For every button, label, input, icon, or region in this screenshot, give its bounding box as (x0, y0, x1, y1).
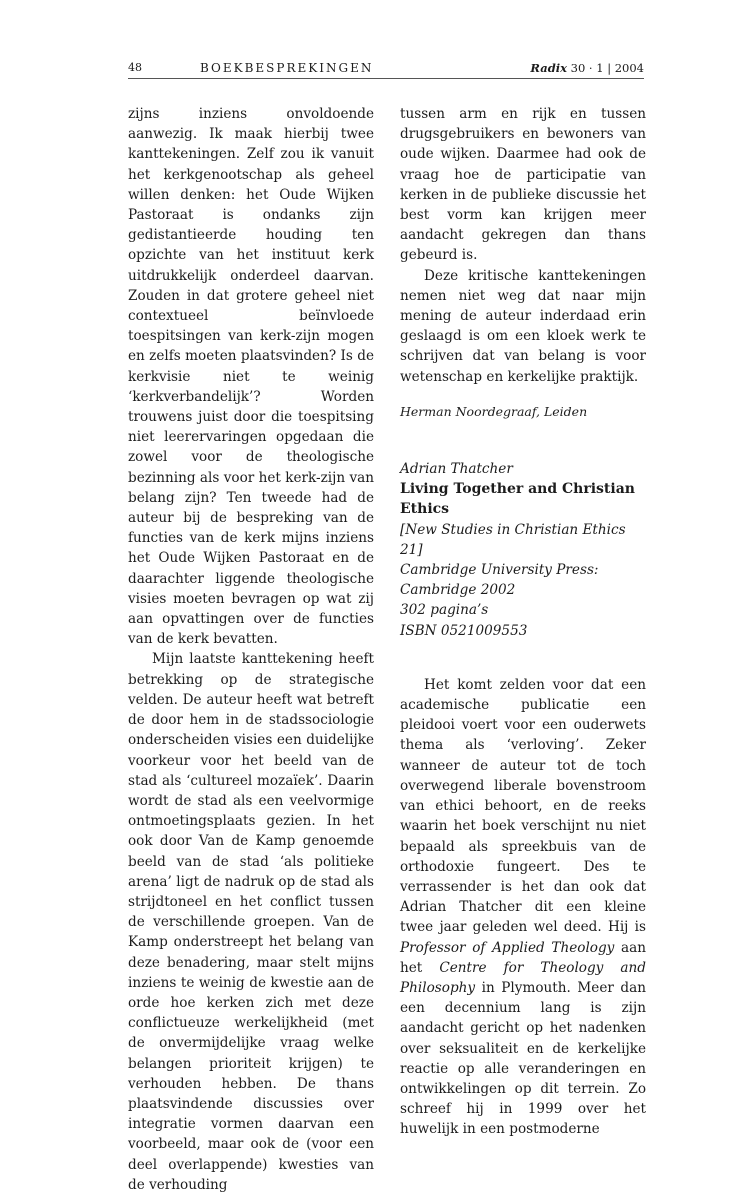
reviewer-signature: Herman Noordegraaf, Leiden (400, 403, 588, 419)
page-number: 48 (128, 61, 142, 74)
journal-issue: 30 · 1 | 2004 (570, 61, 644, 75)
review-text-end: in Plymouth. Meer dan een decennium lang is zijn aandacht gericht op het nadenken over seksualiteit en de kerkelijke reactie op alle veranderingen en ontwikkelingen op dit terrein. Zo schreef hij in 1999 over het huwelijk in een postmoderne (400, 979, 646, 1138)
review-paragraph-1 (400, 675, 646, 1140)
journal-reference (530, 58, 644, 78)
review-centre-name: Centre for Theology and Philosophy (400, 959, 646, 996)
left-column (128, 104, 374, 1195)
journal-name: Radix (530, 61, 567, 75)
book-isbn: ISBN 0521009553 (400, 622, 528, 639)
left-paragraph-2: Mijn laatste kanttekening heeft betrekking op de strategische velden. De auteur heeft wat betreft de door hem in de stadssociologie onderscheiden visies een duidelijke voorkeur voor het beeld van de stad als ‘cultureel mozaïek’. Daarin wordt de stad als een veelvormige ontmoetingsplaats gezien. In het ook door Van de Kamp genoemde beeld van de stad ‘als politieke arena’ ligt de nadruk op de stad als strijdtoneel en het conflict tussen de verschillende groepen. Van de Kamp onderstreept het belang van deze benadering, maar stelt mijns inziens te weinig de kwestie aan de orde hoe kerken zich met deze conflictueuze werkelijkheid (met de onvermijdelijke vraag welke belangen prioriteit krijgen) te verhouden hebben. De thans plaatsvindende discussies over integratie vormen daarvan een voorbeeld, maar ook de (voor een deel overlappende) kwesties van de verhouding (128, 651, 374, 1193)
right-paragraph-1: tussen arm en rijk en tussen drugsgebruikers en bewoners van oude wijken. Daarmee had ook de vraag hoe de participatie van kerken in de publieke discussie het best vorm kan krijgen meer aandacht gekregen dan thans gebeurd is. (400, 106, 646, 264)
book-publisher: Cambridge University Press: (400, 562, 599, 579)
book-title: Living Together and Christian Ethics (400, 481, 635, 518)
review-professor-title: Professor of Applied Theology (400, 939, 615, 956)
running-header (128, 58, 644, 79)
book-citation (400, 459, 646, 641)
review-text-aan: aan het (400, 939, 646, 976)
right-paragraph-2: Deze kritische kanttekeningen nemen niet weg dat naar mijn mening de auteur inderdaad erin geslaagd is om een kloek werk te schrijven dat van belang is voor wetenschap en kerkelijke praktijk. (400, 267, 646, 385)
book-author: Adrian Thatcher (400, 461, 513, 478)
book-place-year: Cambridge 2002 (400, 582, 516, 599)
review-text-start: Het komt zelden voor dat een academische publicatie een pleidooi voert voor een ouderwets thema als ‘verloving’. Zeker wanneer de auteur tot de toch overwegend liberale bovenstroom van ethici behoort, en de reeks waarin het boek verschijnt nu niet bepaald als spreekbuis van de orthodoxie fungeert. Des te verrassender is het dan ook dat Adrian Thatcher dit een kleine twee jaar geleden wel deed. Hij is (400, 676, 646, 936)
left-paragraph-1: zijns inziens onvoldoende aanwezig. Ik maak hierbij twee kanttekeningen. Zelf zou ik vanuit het kerkgenootschap als geheel willen denken: het Oude Wijken Pastoraat is ondanks zijn gedistantieerde houding ten opzichte van het instituut kerk uitdrukkelijk onderdeel daarvan. Zouden in dat grotere geheel niet contextueel beïnvloede toespitsingen van kerk-zijn mogen en zelfs moeten plaatsvinden? Is de kerkvisie niet te weinig ‘kerkverbandelijk’? Worden trouwens juist door die toespitsing niet leerervaringen opgedaan die zowel voor de theologische bezinning als voor het kerk-zijn van belang zijn? Ten tweede had de auteur bij de bespreking van de functies van de kerk mijns inziens het Oude Wijken Pastoraat en de daarachter liggende theologische visies moeten bevragen op wat zij aan opvattingen over de functies van de kerk bevatten. (128, 106, 374, 648)
right-column (400, 104, 646, 1140)
section-title: BOEKBESPREKINGEN (200, 61, 374, 75)
book-pages: 302 pagina’s (400, 602, 489, 619)
book-series: [New Studies in Christian Ethics 21] (400, 521, 626, 558)
